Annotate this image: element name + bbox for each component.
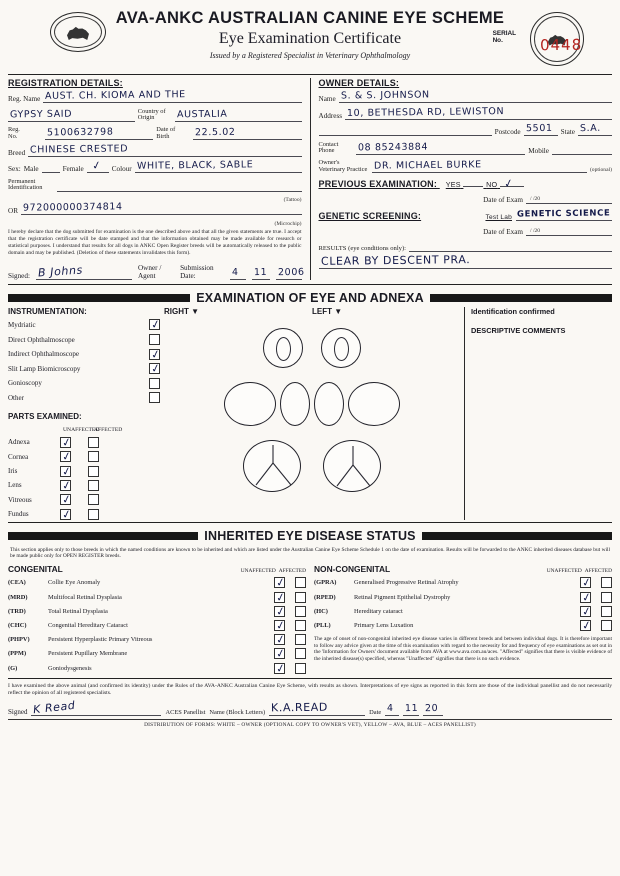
tattoo-input[interactable] bbox=[57, 181, 302, 192]
instrument-checkbox[interactable]: ✓ bbox=[149, 317, 162, 333]
name-block-input[interactable]: K.A.READ bbox=[269, 705, 365, 716]
field-genetic-results bbox=[319, 241, 613, 252]
instrument-row[interactable] bbox=[8, 361, 162, 377]
owner-details bbox=[310, 78, 613, 280]
condition-code: (GPRA) bbox=[314, 579, 337, 587]
part-unaffected-checkbox[interactable]: ✓ bbox=[60, 506, 73, 522]
banner-bar-left bbox=[8, 294, 190, 302]
breed-label: Breed bbox=[8, 148, 26, 157]
genetic-date-input[interactable]: / /20 bbox=[526, 225, 612, 236]
submission-month-input[interactable]: 11 bbox=[252, 269, 270, 280]
condition-name: Retinal Pigment Epithelial Dystrophy bbox=[354, 593, 451, 601]
vet-practice-label: Owner's Veterinary Practice bbox=[318, 159, 368, 173]
field-reg-no bbox=[8, 127, 302, 140]
sex-male-checkbox[interactable] bbox=[42, 162, 60, 173]
part-row[interactable] bbox=[8, 480, 160, 491]
owner-signature-row bbox=[8, 263, 305, 280]
left-eye-fundus-diagram[interactable] bbox=[323, 440, 381, 492]
part-unaffected-checkbox[interactable]: ✓ bbox=[60, 434, 73, 450]
panellist-signature-input[interactable]: K Read bbox=[31, 705, 161, 716]
part-label: Adnexa bbox=[8, 438, 30, 447]
eye-diagrams bbox=[164, 307, 460, 520]
condition-code: (PHPV) bbox=[8, 636, 30, 644]
parts-column-headers bbox=[8, 427, 160, 433]
congenital-title: CONGENITAL bbox=[8, 564, 63, 575]
panellist-signed-label: Signed bbox=[8, 708, 28, 717]
parts-unaffected-header: UNAFFECTED bbox=[63, 427, 100, 434]
instrumentation-title: INSTRUMENTATION: bbox=[8, 306, 87, 316]
colour-input[interactable]: WHITE, BLACK, SABLE bbox=[135, 162, 302, 173]
inh-banner-bar-right bbox=[422, 532, 612, 540]
dob-input[interactable]: 22.5.02 bbox=[193, 129, 301, 140]
mobile-label: Mobile bbox=[528, 146, 549, 155]
condition-row[interactable] bbox=[8, 589, 306, 605]
owner-address-input[interactable]: 10, BETHESDA RD, LEWISTON bbox=[345, 109, 612, 120]
condition-affected-checkbox[interactable] bbox=[601, 577, 612, 588]
field-prev-exam-date bbox=[319, 193, 613, 204]
part-row[interactable] bbox=[8, 506, 160, 522]
country-origin-label: Country of Origin bbox=[137, 107, 166, 122]
part-label: Fundus bbox=[8, 510, 29, 519]
genetic-results-label: RESULTS (eye conditions only): bbox=[318, 245, 406, 253]
sex-female-checkbox[interactable]: ✓ bbox=[87, 162, 109, 173]
parts-affected-header: AFFECTED bbox=[94, 427, 123, 434]
condition-unaffected-checkbox[interactable]: ✓ bbox=[580, 618, 593, 633]
details-divider bbox=[8, 284, 612, 285]
name-block-label: Name (Block Letters) bbox=[209, 709, 266, 717]
identification-confirmed-label: Identification confirmed bbox=[471, 306, 555, 316]
or-label: OR bbox=[8, 207, 18, 216]
owner-address-label: Address bbox=[318, 111, 343, 120]
instrument-row[interactable] bbox=[8, 317, 162, 333]
condition-unaffected-checkbox[interactable]: ✓ bbox=[274, 646, 287, 662]
part-affected-checkbox[interactable] bbox=[88, 509, 99, 520]
instrument-label: Indirect Ophthalmoscope bbox=[8, 350, 79, 359]
prev-exam-date-input[interactable]: / /20 bbox=[526, 193, 612, 204]
noncongenital-col-headers bbox=[547, 568, 612, 574]
phone-input[interactable]: 08 85243884 bbox=[356, 144, 526, 155]
part-row[interactable] bbox=[8, 451, 160, 462]
part-label: Cornea bbox=[8, 452, 29, 461]
left-eye-lens-diagram[interactable] bbox=[348, 382, 400, 426]
condition-name: Persistent Pupillary Membrane bbox=[48, 650, 128, 658]
instrument-label: Other bbox=[8, 393, 24, 402]
part-unaffected-checkbox[interactable]: ✓ bbox=[60, 492, 73, 508]
reg-name-input-2[interactable]: GYPSY SAID bbox=[8, 111, 135, 122]
field-owner-address bbox=[318, 105, 613, 120]
eye-row-fundus bbox=[164, 440, 460, 492]
left-eye-anterior-diagram[interactable] bbox=[321, 328, 361, 368]
condition-unaffected-checkbox[interactable]: ✓ bbox=[274, 660, 287, 676]
field-reg-name bbox=[8, 89, 302, 103]
instrumentation-block bbox=[8, 307, 160, 520]
congenital-unaffected-header: UNAFFECTED bbox=[240, 568, 276, 575]
eye-row-anterior bbox=[164, 328, 460, 368]
condition-affected-checkbox[interactable] bbox=[295, 592, 306, 603]
part-row[interactable] bbox=[8, 463, 160, 479]
instrument-row[interactable] bbox=[8, 334, 160, 345]
examination-banner bbox=[8, 291, 612, 305]
registration-title: REGISTRATION DETAILS: bbox=[8, 78, 123, 88]
age-of-onset-note: The age of onset of non-congenital inherited eye disease varies in different breeds and between individual dogs. It is therefore important to follow any advice given at the time of this examination with regard to the necessity for and frequency of eye examinations as set out in the 'Information for Owners' document available from AVA at www.ava.com.au/aces. "Affected" signifies that there is visible evidence of the inherited disease(s) specified, whereas "Unaffected" signifies that there is no such evidence. bbox=[314, 635, 612, 663]
vet-practice-input[interactable]: DR. MICHAEL BURKE bbox=[372, 162, 587, 173]
owner-signature-input[interactable]: B Johns bbox=[36, 269, 132, 280]
reg-name-label: Reg. Name bbox=[8, 95, 41, 103]
panellist-signature-row bbox=[8, 698, 612, 717]
mobile-input[interactable] bbox=[552, 144, 612, 155]
right-eye-lens-side-diagram[interactable] bbox=[280, 382, 310, 426]
instrument-checkbox[interactable] bbox=[149, 334, 160, 345]
footer-divider bbox=[8, 678, 612, 679]
condition-code: (G) bbox=[8, 664, 18, 672]
part-unaffected-checkbox[interactable]: ✓ bbox=[60, 463, 73, 479]
condition-code: (CEA) bbox=[8, 579, 26, 587]
condition-name: Multifocal Retinal Dysplasia bbox=[48, 593, 122, 601]
condition-row[interactable] bbox=[8, 575, 306, 591]
part-unaffected-checkbox[interactable]: ✓ bbox=[60, 449, 73, 464]
instrument-label: Gonioscopy bbox=[8, 379, 42, 388]
panellist-date-month-input[interactable]: 11 bbox=[405, 702, 419, 715]
instrument-checkbox[interactable] bbox=[149, 392, 160, 403]
serial-number: 0448 bbox=[539, 35, 583, 55]
ava-crest-icon bbox=[50, 12, 106, 52]
right-eye-label: RIGHT ▼ bbox=[164, 306, 200, 316]
page-title: AVA-ANKC AUSTRALIAN CANINE EYE SCHEME bbox=[115, 9, 505, 27]
condition-row[interactable] bbox=[314, 575, 612, 591]
part-affected-checkbox[interactable] bbox=[88, 451, 99, 462]
colour-label: Colour bbox=[111, 165, 132, 174]
owner-address-input-2[interactable] bbox=[319, 125, 492, 136]
prev-no-label: NO bbox=[486, 180, 498, 190]
panellist-date-label: Date bbox=[369, 709, 382, 717]
field-postcode-state bbox=[319, 122, 613, 136]
submission-day-input[interactable]: 4 bbox=[230, 269, 246, 280]
noncongenital-title: NON-CONGENITAL bbox=[314, 564, 391, 575]
condition-row[interactable] bbox=[8, 634, 306, 645]
condition-code: (PLL) bbox=[314, 621, 331, 629]
eye-diagram-headers bbox=[164, 307, 460, 316]
part-label: Iris bbox=[8, 467, 18, 476]
condition-unaffected-checkbox[interactable]: ✓ bbox=[274, 589, 287, 605]
field-vet-practice bbox=[319, 160, 613, 173]
condition-unaffected-checkbox[interactable]: ✓ bbox=[580, 575, 593, 591]
panellist-date-year-input[interactable]: 20 bbox=[423, 705, 443, 716]
page-issuer-note: Issued by a Registered Specialist in Veterinary Ophthalmology bbox=[209, 51, 411, 60]
condition-row[interactable] bbox=[8, 646, 306, 662]
eye-row-lens bbox=[164, 382, 460, 426]
parts-examined-title: PARTS EXAMINED: bbox=[8, 412, 82, 422]
microchip-input[interactable]: 972000000374814 bbox=[21, 204, 302, 215]
instrument-label: Mydriatic bbox=[8, 320, 36, 329]
reg-name-input[interactable]: AUST. CH. KIOMA AND THE bbox=[43, 92, 301, 103]
congenital-col-headers bbox=[241, 568, 306, 574]
examination-section bbox=[8, 307, 612, 520]
condition-row[interactable] bbox=[314, 620, 612, 631]
instrument-checkbox[interactable]: ✓ bbox=[149, 361, 162, 377]
contact-phone-label: Contact Phone bbox=[318, 140, 339, 155]
part-affected-checkbox[interactable] bbox=[88, 494, 99, 505]
reg-no-input[interactable]: 5100632798 bbox=[45, 129, 153, 140]
sex-label: Sex: bbox=[8, 165, 21, 174]
field-sex-colour bbox=[8, 158, 302, 174]
noncongenital-affected-header: AFFECTED bbox=[584, 568, 612, 575]
instrument-label: Slit Lamp Biomicroscopy bbox=[8, 364, 81, 373]
noncongenital-column bbox=[314, 564, 612, 673]
signed-label: Signed: bbox=[8, 271, 30, 280]
inherited-banner-text: INHERITED EYE DISEASE STATUS bbox=[204, 528, 416, 543]
state-input[interactable]: S.A. bbox=[578, 125, 612, 136]
prev-no-box[interactable]: ✓ bbox=[500, 186, 524, 187]
distribution-note: DISTRIBUTION OF FORMS: WHITE – OWNER (OPTIONAL COPY TO OWNER'S VET), YELLOW – AVA, BLUE – ACES PANELLIST) bbox=[8, 719, 612, 728]
serial-label-line1: SERIAL bbox=[492, 30, 516, 37]
aces-panellist-label: ACES Panellist bbox=[165, 709, 206, 717]
condition-affected-checkbox[interactable] bbox=[295, 620, 306, 631]
inherited-columns bbox=[8, 564, 612, 676]
examination-banner-text: EXAMINATION OF EYE AND ADNEXA bbox=[196, 290, 424, 305]
condition-name: Hereditary cataract bbox=[354, 607, 403, 615]
exam-divider bbox=[8, 522, 612, 523]
condition-unaffected-checkbox[interactable]: ✓ bbox=[580, 589, 593, 605]
part-label: Vitreous bbox=[8, 495, 32, 504]
owner-name-label: Name bbox=[318, 95, 336, 103]
descriptive-comments-input[interactable] bbox=[471, 335, 612, 505]
panellist-statement: I have examined the above animal (and confirmed its identity) under the Rules of the AVA-ANKC Australian Canine Eye Scheme, with results as shown. Interpretations of eye signs as reported in this form are those of the individual panellist and do not necessarily reflect the opinion of all registered specialists. bbox=[8, 682, 612, 696]
vet-optional-note: (optional) bbox=[589, 167, 612, 174]
condition-row[interactable] bbox=[8, 660, 306, 676]
state-label: State bbox=[560, 128, 575, 136]
field-reg-name-cont bbox=[8, 109, 302, 122]
condition-unaffected-checkbox[interactable]: ✓ bbox=[274, 632, 287, 647]
condition-name: Goniodysgenesis bbox=[48, 664, 92, 672]
part-unaffected-checkbox[interactable]: ✓ bbox=[60, 478, 73, 493]
owner-name-input[interactable]: S. & S. JOHNSON bbox=[339, 92, 612, 103]
condition-name: Collie Eye Anomaly bbox=[48, 579, 101, 587]
panellist-date-day-input[interactable]: 4 bbox=[385, 705, 399, 716]
condition-row[interactable] bbox=[8, 620, 306, 631]
condition-affected-checkbox[interactable] bbox=[601, 606, 612, 617]
instrument-row[interactable] bbox=[8, 392, 160, 403]
prev-exam-date-label: Date of Exam bbox=[483, 196, 523, 205]
instrument-checkbox[interactable]: ✓ bbox=[149, 346, 162, 362]
owner-declaration-text: I hereby declare that the dog submitted for examination is the one described above and that all the given statements are true. I accept that the registration certificate will be date stamped and that the information obtained may be made available for research or statistical purposes. I understand that results for all dogs in ANKC Open Register breeds will be automatically released to the public domain and may be published. (Deletion of these statements invalidates this form). bbox=[8, 228, 302, 256]
condition-code: (HC) bbox=[314, 607, 328, 615]
condition-code: (MRD) bbox=[8, 593, 28, 601]
condition-affected-checkbox[interactable] bbox=[601, 620, 612, 631]
part-row[interactable] bbox=[8, 492, 160, 508]
instrument-checkbox[interactable] bbox=[149, 378, 160, 389]
inherited-banner bbox=[8, 529, 612, 543]
owner-agent-label: Owner / Agent bbox=[137, 263, 162, 280]
condition-name: Congenital Hereditary Cataract bbox=[48, 621, 128, 629]
prev-yes-label: YES bbox=[445, 180, 461, 190]
part-label: Lens bbox=[8, 481, 22, 490]
previous-exam-title: PREVIOUS EXAMINATION: YES NO ✓ bbox=[319, 179, 613, 189]
inh-banner-bar-left bbox=[8, 532, 198, 540]
field-owner-name bbox=[318, 89, 613, 103]
part-affected-checkbox[interactable] bbox=[88, 437, 99, 448]
part-row[interactable] bbox=[8, 434, 160, 450]
instrument-label: Direct Ophthalmoscope bbox=[8, 335, 75, 344]
left-eye-label: LEFT ▼ bbox=[312, 306, 343, 316]
registration-details bbox=[8, 78, 305, 280]
congenital-affected-header: AFFECTED bbox=[278, 568, 306, 575]
sex-male-label: Male bbox=[23, 165, 39, 174]
test-lab-input[interactable]: GENETIC SCIENCE bbox=[516, 208, 611, 220]
owner-title: OWNER DETAILS: bbox=[318, 78, 400, 88]
condition-unaffected-checkbox[interactable]: ✓ bbox=[274, 575, 287, 591]
genetic-results-input-2[interactable]: CLEAR BY DESCENT PRA. bbox=[319, 258, 613, 269]
breed-input[interactable]: CHINESE CRESTED bbox=[28, 146, 301, 157]
inherited-note: This section applies only to those breeds in which the named conditions are known to be inherited and which are listed under the Australian Canine Eye Scheme Schedule 1 on the date of examination. Results will be forwarded to the ANKC inherited diseases database but will be made public only for OPEN REGISTER breeds. bbox=[10, 546, 610, 560]
postcode-input[interactable]: 5501 bbox=[524, 125, 558, 136]
condition-code: (RPED) bbox=[314, 593, 336, 601]
condition-affected-checkbox[interactable] bbox=[601, 592, 612, 603]
instrument-row[interactable] bbox=[8, 378, 160, 389]
field-microchip bbox=[8, 201, 302, 216]
condition-row[interactable] bbox=[314, 589, 612, 605]
condition-name: Primary Lens Luxation bbox=[354, 621, 414, 629]
genetic-results-input[interactable] bbox=[409, 241, 612, 252]
condition-name: Persistent Hyperplastic Primary Vitreous bbox=[48, 636, 153, 644]
perm-id-label: Permanent Identification bbox=[8, 177, 43, 192]
part-affected-checkbox[interactable] bbox=[88, 480, 99, 491]
right-eye-fundus-diagram[interactable] bbox=[243, 440, 301, 492]
condition-affected-checkbox[interactable] bbox=[295, 634, 306, 645]
page-subtitle: Eye Examination Certificate bbox=[218, 30, 402, 47]
right-eye-lens-diagram[interactable] bbox=[224, 382, 276, 426]
sex-female-label: Female bbox=[62, 165, 84, 174]
field-phone bbox=[319, 142, 613, 155]
condition-row[interactable] bbox=[314, 603, 612, 619]
serial-label-line2: No. bbox=[492, 37, 503, 45]
condition-unaffected-checkbox[interactable]: ✓ bbox=[274, 603, 287, 619]
condition-affected-checkbox[interactable] bbox=[295, 577, 306, 588]
condition-affected-checkbox[interactable] bbox=[295, 648, 306, 659]
noncongenital-unaffected-header: UNAFFECTED bbox=[546, 568, 582, 575]
serial-label bbox=[493, 30, 516, 45]
field-permanent-id bbox=[8, 179, 302, 192]
condition-affected-checkbox[interactable] bbox=[295, 663, 306, 674]
condition-code: (PPM) bbox=[8, 650, 27, 658]
condition-code: (CHC) bbox=[8, 621, 27, 629]
tattoo-caption: (Tattoo) bbox=[283, 197, 302, 204]
condition-affected-checkbox[interactable] bbox=[295, 606, 306, 617]
condition-row[interactable] bbox=[8, 603, 306, 619]
condition-name: Total Retinal Dysplasia bbox=[48, 607, 108, 615]
field-genetic-results-cont bbox=[319, 252, 613, 269]
condition-unaffected-checkbox[interactable]: ✓ bbox=[580, 603, 593, 619]
prev-yes-box[interactable] bbox=[463, 186, 483, 187]
microchip-caption: (Microchip) bbox=[274, 220, 302, 227]
genetic-screening-title: GENETIC SCREENING: Test Lab GENETIC SCIENCE bbox=[318, 208, 611, 221]
condition-unaffected-checkbox[interactable]: ✓ bbox=[274, 618, 287, 633]
document-header bbox=[8, 4, 612, 72]
instrument-row[interactable] bbox=[8, 346, 162, 362]
dob-label: Date of Birth bbox=[156, 126, 176, 140]
details-section bbox=[8, 78, 612, 280]
comments-block bbox=[464, 307, 612, 520]
submission-date-label: Submission Date: bbox=[180, 263, 214, 280]
submission-year-input[interactable]: 2006 bbox=[277, 266, 305, 278]
genetic-date-label: Date of Exam bbox=[483, 227, 523, 236]
banner-bar-right bbox=[430, 294, 612, 302]
header-divider bbox=[8, 74, 612, 75]
right-eye-anterior-diagram[interactable] bbox=[263, 328, 303, 368]
field-genetic-date bbox=[319, 225, 613, 236]
field-breed bbox=[8, 143, 302, 157]
congenital-column bbox=[8, 564, 306, 676]
left-eye-lens-side-diagram[interactable] bbox=[314, 382, 344, 426]
postcode-label: Postcode bbox=[494, 128, 521, 136]
test-lab-label: Test Lab bbox=[485, 213, 512, 221]
country-origin-input[interactable]: AUSTALIA bbox=[175, 111, 302, 122]
condition-name: Generalised Progressive Retinal Atrophy bbox=[354, 579, 459, 587]
condition-code: (TRD) bbox=[8, 607, 26, 615]
reg-no-label: Reg. No. bbox=[8, 126, 20, 140]
part-affected-checkbox[interactable] bbox=[88, 466, 99, 477]
descriptive-comments-label: DESCRIPTIVE COMMENTS bbox=[471, 325, 566, 335]
